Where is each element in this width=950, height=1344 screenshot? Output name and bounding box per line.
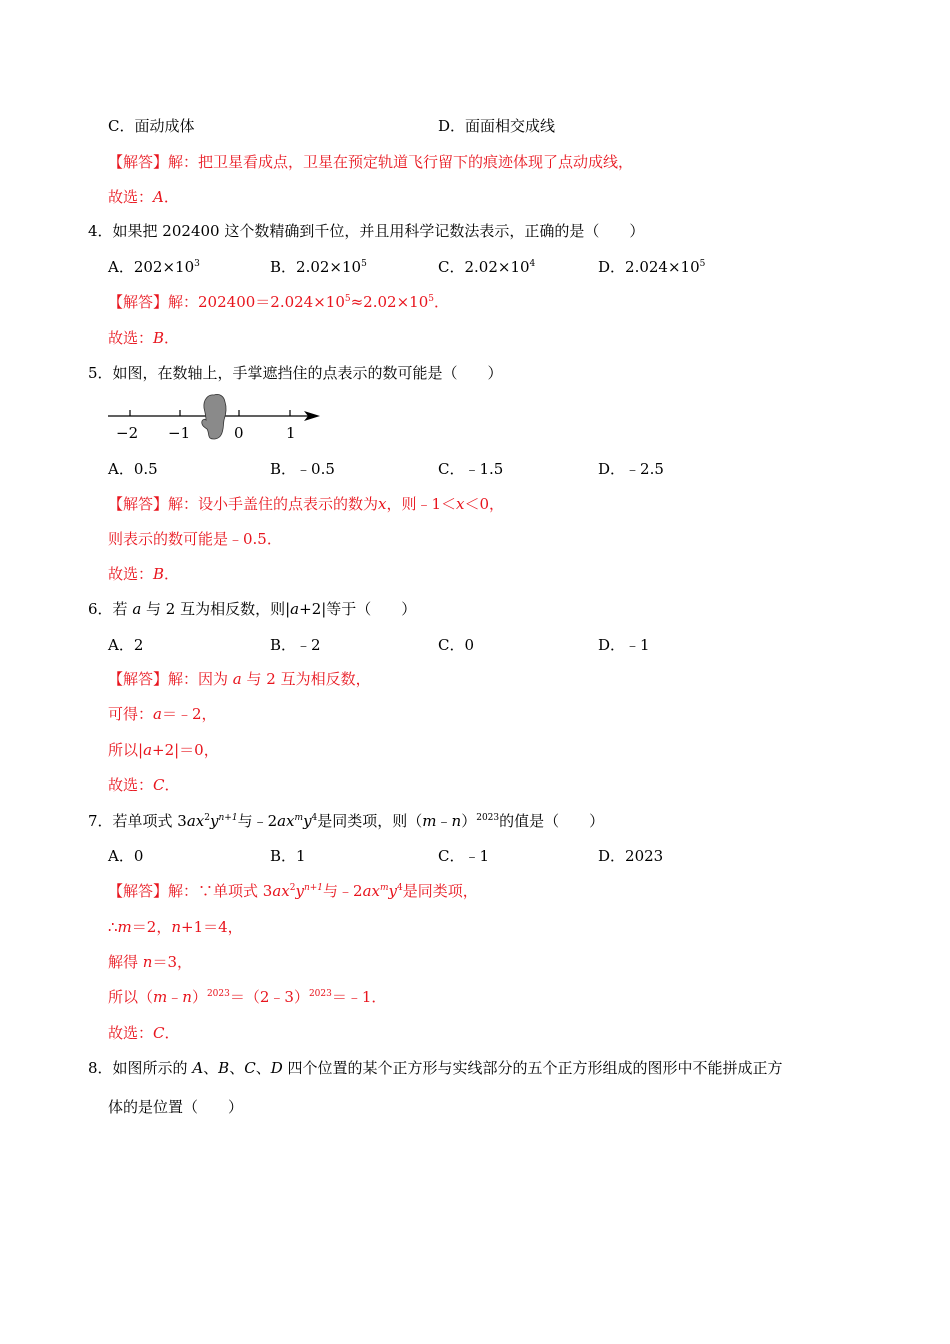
tick-label: −1 [168,424,191,442]
q7-answer-line3: 解得 n＝3， [108,953,192,971]
q7-stem: 7．若单项式 $3ax^2y^{n+1}$与$﹣2ax^my^4$是同类项，则（m﹣n）$^{2023}$的值是（ ） [88,812,605,830]
q7-option-d: D．2023 [598,847,664,865]
answer-tag: 【解答】 [108,882,169,900]
answer-tag: 【解答】 [108,293,169,311]
q8-stem-line2: 体的是位置（ ） [108,1098,244,1116]
answer-tag: 【解答】 [108,153,169,171]
q5-choice: 故选：B． [108,565,180,583]
q5-answer-line2: 则表示的数可能是﹣0.5． [108,530,282,548]
tick-label: 0 [234,424,244,442]
q3-option-d: D．面面相交成线 [438,117,556,135]
tick-label: 1 [286,424,296,442]
q3-option-c: C．面动成体 [108,117,195,135]
q5-option-c: C．﹣1.5 [438,460,504,478]
q7-answer-line2: ∴m＝2，n+1＝4， [108,918,243,936]
q6-option-d: D．﹣1 [598,636,650,654]
q7-choice: 故选：C． [108,1024,180,1042]
q8-stem: 8．如图所示的 A、B、C、D 四个位置的某个正方形与实线部分的五个正方形组成的图形中不能拼成正方 [88,1059,783,1077]
q7-answer-line4: 所以（m﹣n）$^{2023}$＝（2﹣3）$^{2023}$＝﹣1． [108,988,387,1006]
q4-answer: 【解答】解：$202400=2.024\times 10^5\approx 2.02\times 10^5$． [108,293,449,311]
q7-option-a: A．0 [108,847,144,865]
q6-choice: 故选：C． [108,776,180,794]
q4-choice: 故选：B． [108,329,180,347]
number-line-figure [100,392,330,448]
q4-option-d: D．$2.024\times 10^5$ [598,258,706,276]
q6-answer-line3: 所以|a+2|＝0， [108,741,219,759]
q6-answer: 【解答】解：因为 a 与 2 互为相反数， [108,670,371,688]
q3-choice: 故选：A． [108,188,179,206]
q3-answer: 【解答】解：把卫星看成点，卫星在预定轨道飞行留下的痕迹体现了点动成线， [108,153,634,171]
q6-option-c: C．0 [438,636,475,654]
q4-option-c: C．$2.02\times 10^4$ [438,258,536,276]
tick-label: −2 [116,424,139,442]
q5-stem: 5．如图，在数轴上，手掌遮挡住的点表示的数可能是（ ） [88,364,503,382]
q6-stem: 6．若 a 与 2 互为相反数，则|a+2|等于（ ） [88,600,417,618]
q4-option-b: B．$2.02\times 10^5$ [270,258,367,276]
q5-option-d: D．﹣2.5 [598,460,664,478]
q4-option-a: A．$202\times 10^3$ [108,258,200,276]
q5-option-b: B．﹣0.5 [270,460,335,478]
q7-option-b: B．1 [270,847,306,865]
answer-tag: 【解答】 [108,670,169,688]
q5-answer: 【解答】解：设小手盖住的点表示的数为x，则﹣1＜x＜0， [108,495,505,513]
q7-option-c: C．﹣1 [438,847,490,865]
q5-option-a: A．0.5 [108,460,158,478]
hand-shape [202,394,226,439]
q7-answer: 【解答】解：∵单项式 $3ax^2y^{n+1}$与$﹣2ax^my^4$是同类项， [108,882,478,900]
q6-option-a: A．2 [108,636,144,654]
q6-option-b: B．﹣2 [270,636,321,654]
q4-stem: 4．如果把 202400 这个数精确到千位，并且用科学记数法表示，正确的是（ ） [88,222,645,240]
q6-answer-line2: 可得：a＝﹣2， [108,705,217,723]
answer-tag: 【解答】 [108,495,169,513]
